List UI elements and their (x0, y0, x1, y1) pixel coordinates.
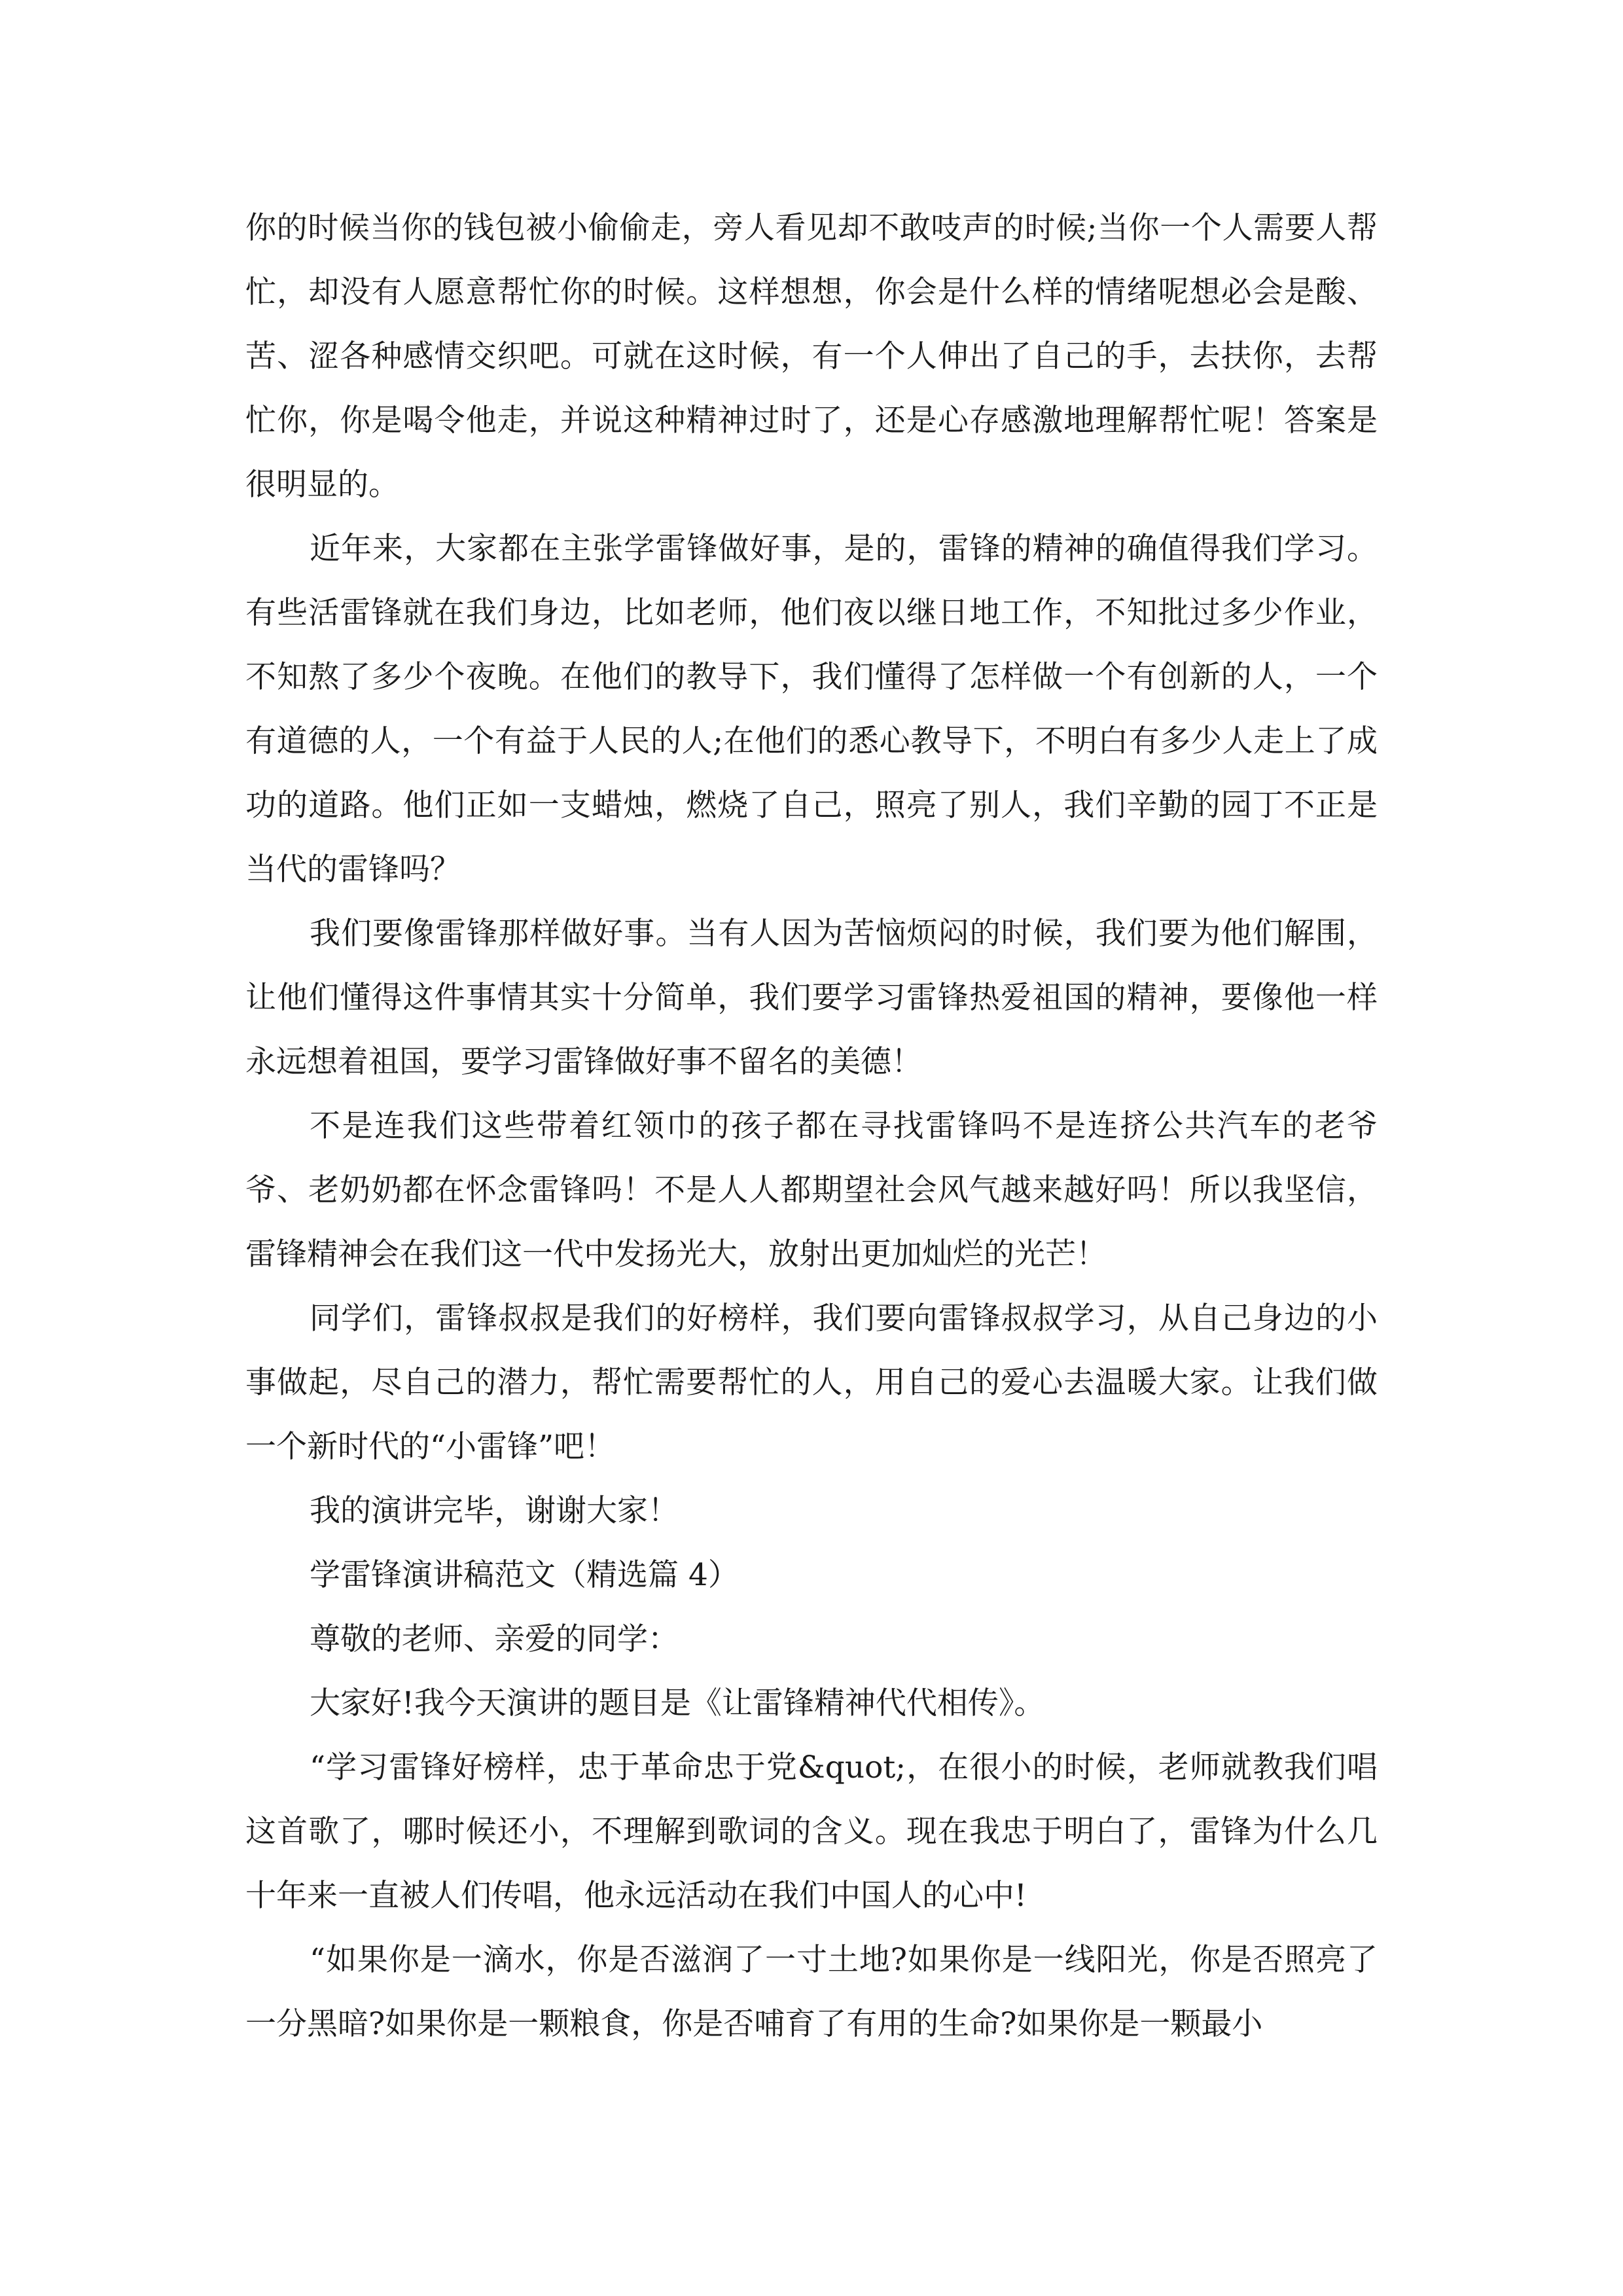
section-heading: 学雷锋演讲稿范文（精选篇 4） (310, 1557, 739, 1593)
paragraph-7: “如果你是一滴水，你是否滋润了一寸土地?如果你是一线阳光，你是否照亮了一分黑暗?如果你是一颗粮食，你是否哺育了有用的生命?如果你是一颗最小 (245, 1942, 1378, 2042)
paragraph-4: 不是连我们这些带着红领巾的孩子都在寻找雷锋吗不是连挤公共汽车的老爷爷、老奶奶都在怀念雷锋吗！不是人人都期望社会风气越来越好吗！所以我坚信，雷锋精神会在我们这一代中发扬光大，放射出更加灿烂的光芒！ (245, 1108, 1378, 1272)
paragraph-5: 同学们，雷锋叔叔是我们的好榜样，我们要向雷锋叔叔学习，从自己身边的小事做起，尽自己的潜力，帮忙需要帮忙的人，用自己的爱心去温暖大家。让我们做一个新时代的“小雷锋”吧！ (245, 1300, 1378, 1465)
body-text (245, 196, 1378, 2056)
salutation: 尊敬的老师、亲爱的同学： (310, 1621, 679, 1657)
paragraph-6: “学习雷锋好榜样，忠于革命忠于党&quot;，在很小的时候，老师就教我们唱这首歌了，哪时候还小，不理解到歌词的含义。现在我忠于明白了，雷锋为什么几十年来一直被人们传唱，他永远活动在我们中国人的心中! (245, 1749, 1378, 1914)
greeting: 大家好!我今天演讲的题目是《让雷锋精神代代相传》。 (310, 1685, 1045, 1721)
paragraph-3: 我们要像雷锋那样做好事。当有人因为苦恼烦闷的时候，我们要为他们解围，让他们懂得这件事情其实十分简单，我们要学习雷锋热爱祖国的精神，要像他一样永远想着祖国，要学习雷锋做好事不留名的美德！ (245, 916, 1378, 1080)
closing-line: 我的演讲完毕，谢谢大家！ (310, 1493, 679, 1529)
paragraph-1: 你的时候当你的钱包被小偷偷走，旁人看见却不敢吱声的时候;当你一个人需要人帮忙，却没有人愿意帮忙你的时候。这样想想，你会是什么样的情绪呢想必会是酸、苦、涩各种感情交织吧。可就在这时候，有一个人伸出了自己的手，去扶你，去帮忙你，你是喝令他走，并说这种精神过时了，还是心存感激地理解帮忙呢！答案是很明显的。 (245, 210, 1378, 503)
paragraph-2: 近年来，大家都在主张学雷锋做好事，是的，雷锋的精神的确值得我们学习。有些活雷锋就在我们身边，比如老师，他们夜以继日地工作，不知批过多少作业，不知熬了多少个夜晚。在他们的教导下，我们懂得了怎样做一个有创新的人，一个有道德的人，一个有益于人民的人;在他们的悉心教导下，不明白有多少人走上了成功的道路。他们正如一支蜡烛，燃烧了自己，照亮了别人，我们辛勤的园丁不正是当代的雷锋吗？ (245, 531, 1378, 888)
